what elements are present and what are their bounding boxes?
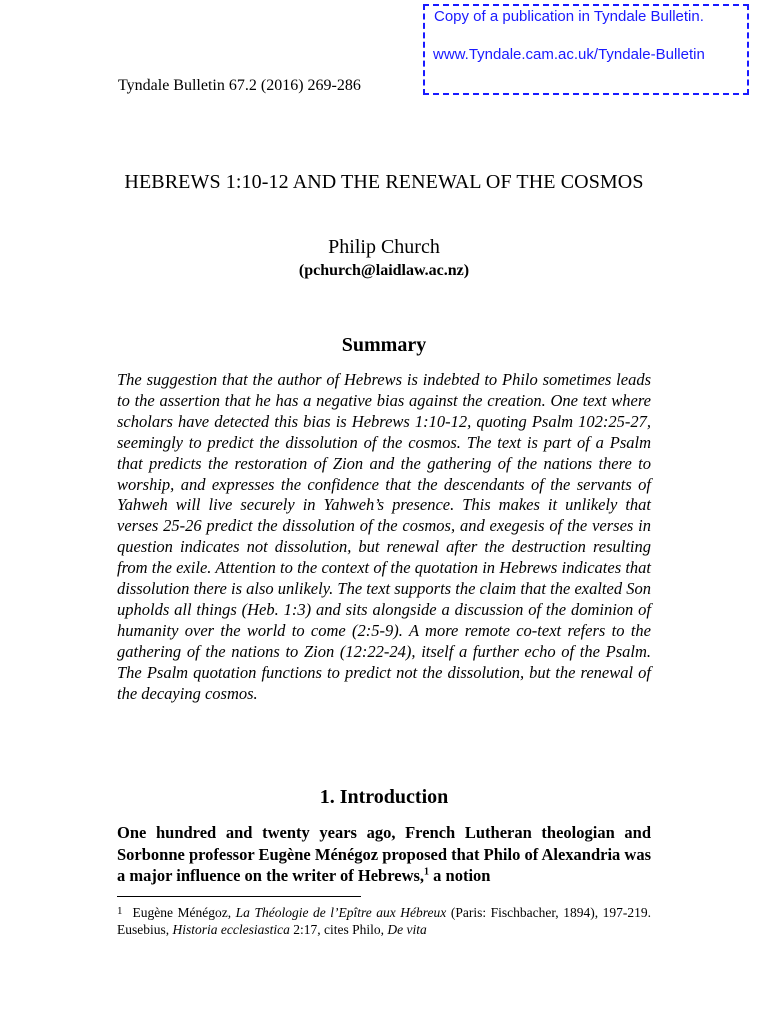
footnote-number: 1 xyxy=(117,905,123,917)
copy-notice-box xyxy=(423,4,749,95)
footnote-work-title-2: De vita xyxy=(387,922,427,937)
introduction-text-continued: a notion xyxy=(429,866,491,885)
article-author: Philip Church xyxy=(328,236,440,258)
summary-heading: Summary xyxy=(341,334,427,356)
copy-notice-url[interactable]: www.Tyndale.cam.ac.uk/Tyndale-Bulletin xyxy=(433,46,705,63)
footnote-reference[interactable]: 1 xyxy=(424,866,430,878)
footnote-details: (Paris: Fischbacher, 1894), 197-219. Eusebius, xyxy=(117,905,651,937)
introduction-heading: 1. Introduction xyxy=(319,786,449,808)
introduction-text: One hundred and twenty years ago, French Lutheran theologian and Sorbonne professor Eugène Ménégoz proposed that Philo of Alexandria was a major influence on the writer of Hebrews, xyxy=(117,823,651,885)
footnote-work-title: Historia ecclesiastica xyxy=(172,922,290,937)
footnote-divider xyxy=(117,896,361,897)
introduction-paragraph xyxy=(117,822,651,887)
article-title: HEBREWS 1:10-12 AND THE RENEWAL OF THE COSMOS xyxy=(124,171,644,193)
author-email[interactable]: (pchurch@laidlaw.ac.nz) xyxy=(298,262,470,279)
copy-notice-text: Copy of a publication in Tyndale Bulletin. xyxy=(434,8,704,25)
journal-citation: Tyndale Bulletin 67.2 (2016) 269-286 xyxy=(118,77,361,94)
footnote-author: Eugène Ménégoz, xyxy=(132,905,236,920)
summary-paragraph: The suggestion that the author of Hebrews is indebted to Philo sometimes leads to the assertion that he has a negative bias against the creation. One text where scholars have detected this bias is Hebrews 1:10-12, quoting Psalm 102:25-27, seemingly to predict the dissolution of the cosmos. The text is part of a Psalm that predicts the restoration of Zion and the gathering of the nations there to worship, and expresses the confidence that the descendants of the servants of Yahweh will live securely in Yahweh’s presence. This makes it unlikely that verses 25-26 predict the dissolution of the cosmos, and exegesis of the verses in question indicates not dissolution, but renewal after the destruction resulting from the exile. Attention to the context of the quotation in Hebrews indicates that dissolution there is also unlikely. The text supports the claim that the exalted Son upholds all things (Heb. 1:3) and sits alongside a discussion of the dominion of humanity over the world to come (2:5-9). A more remote co-text refers to the gathering of the nations to Zion (12:22-24), itself a further echo of the Psalm. The Psalm quotation functions to predict not the dissolution, but the renewal of the decaying cosmos. xyxy=(117,370,651,703)
footnote-details-2: 2:17, cites Philo, xyxy=(289,922,388,937)
footnote-book-title: La Théologie de l’Epître aux Hébreux xyxy=(235,905,447,920)
footnote xyxy=(117,903,651,938)
